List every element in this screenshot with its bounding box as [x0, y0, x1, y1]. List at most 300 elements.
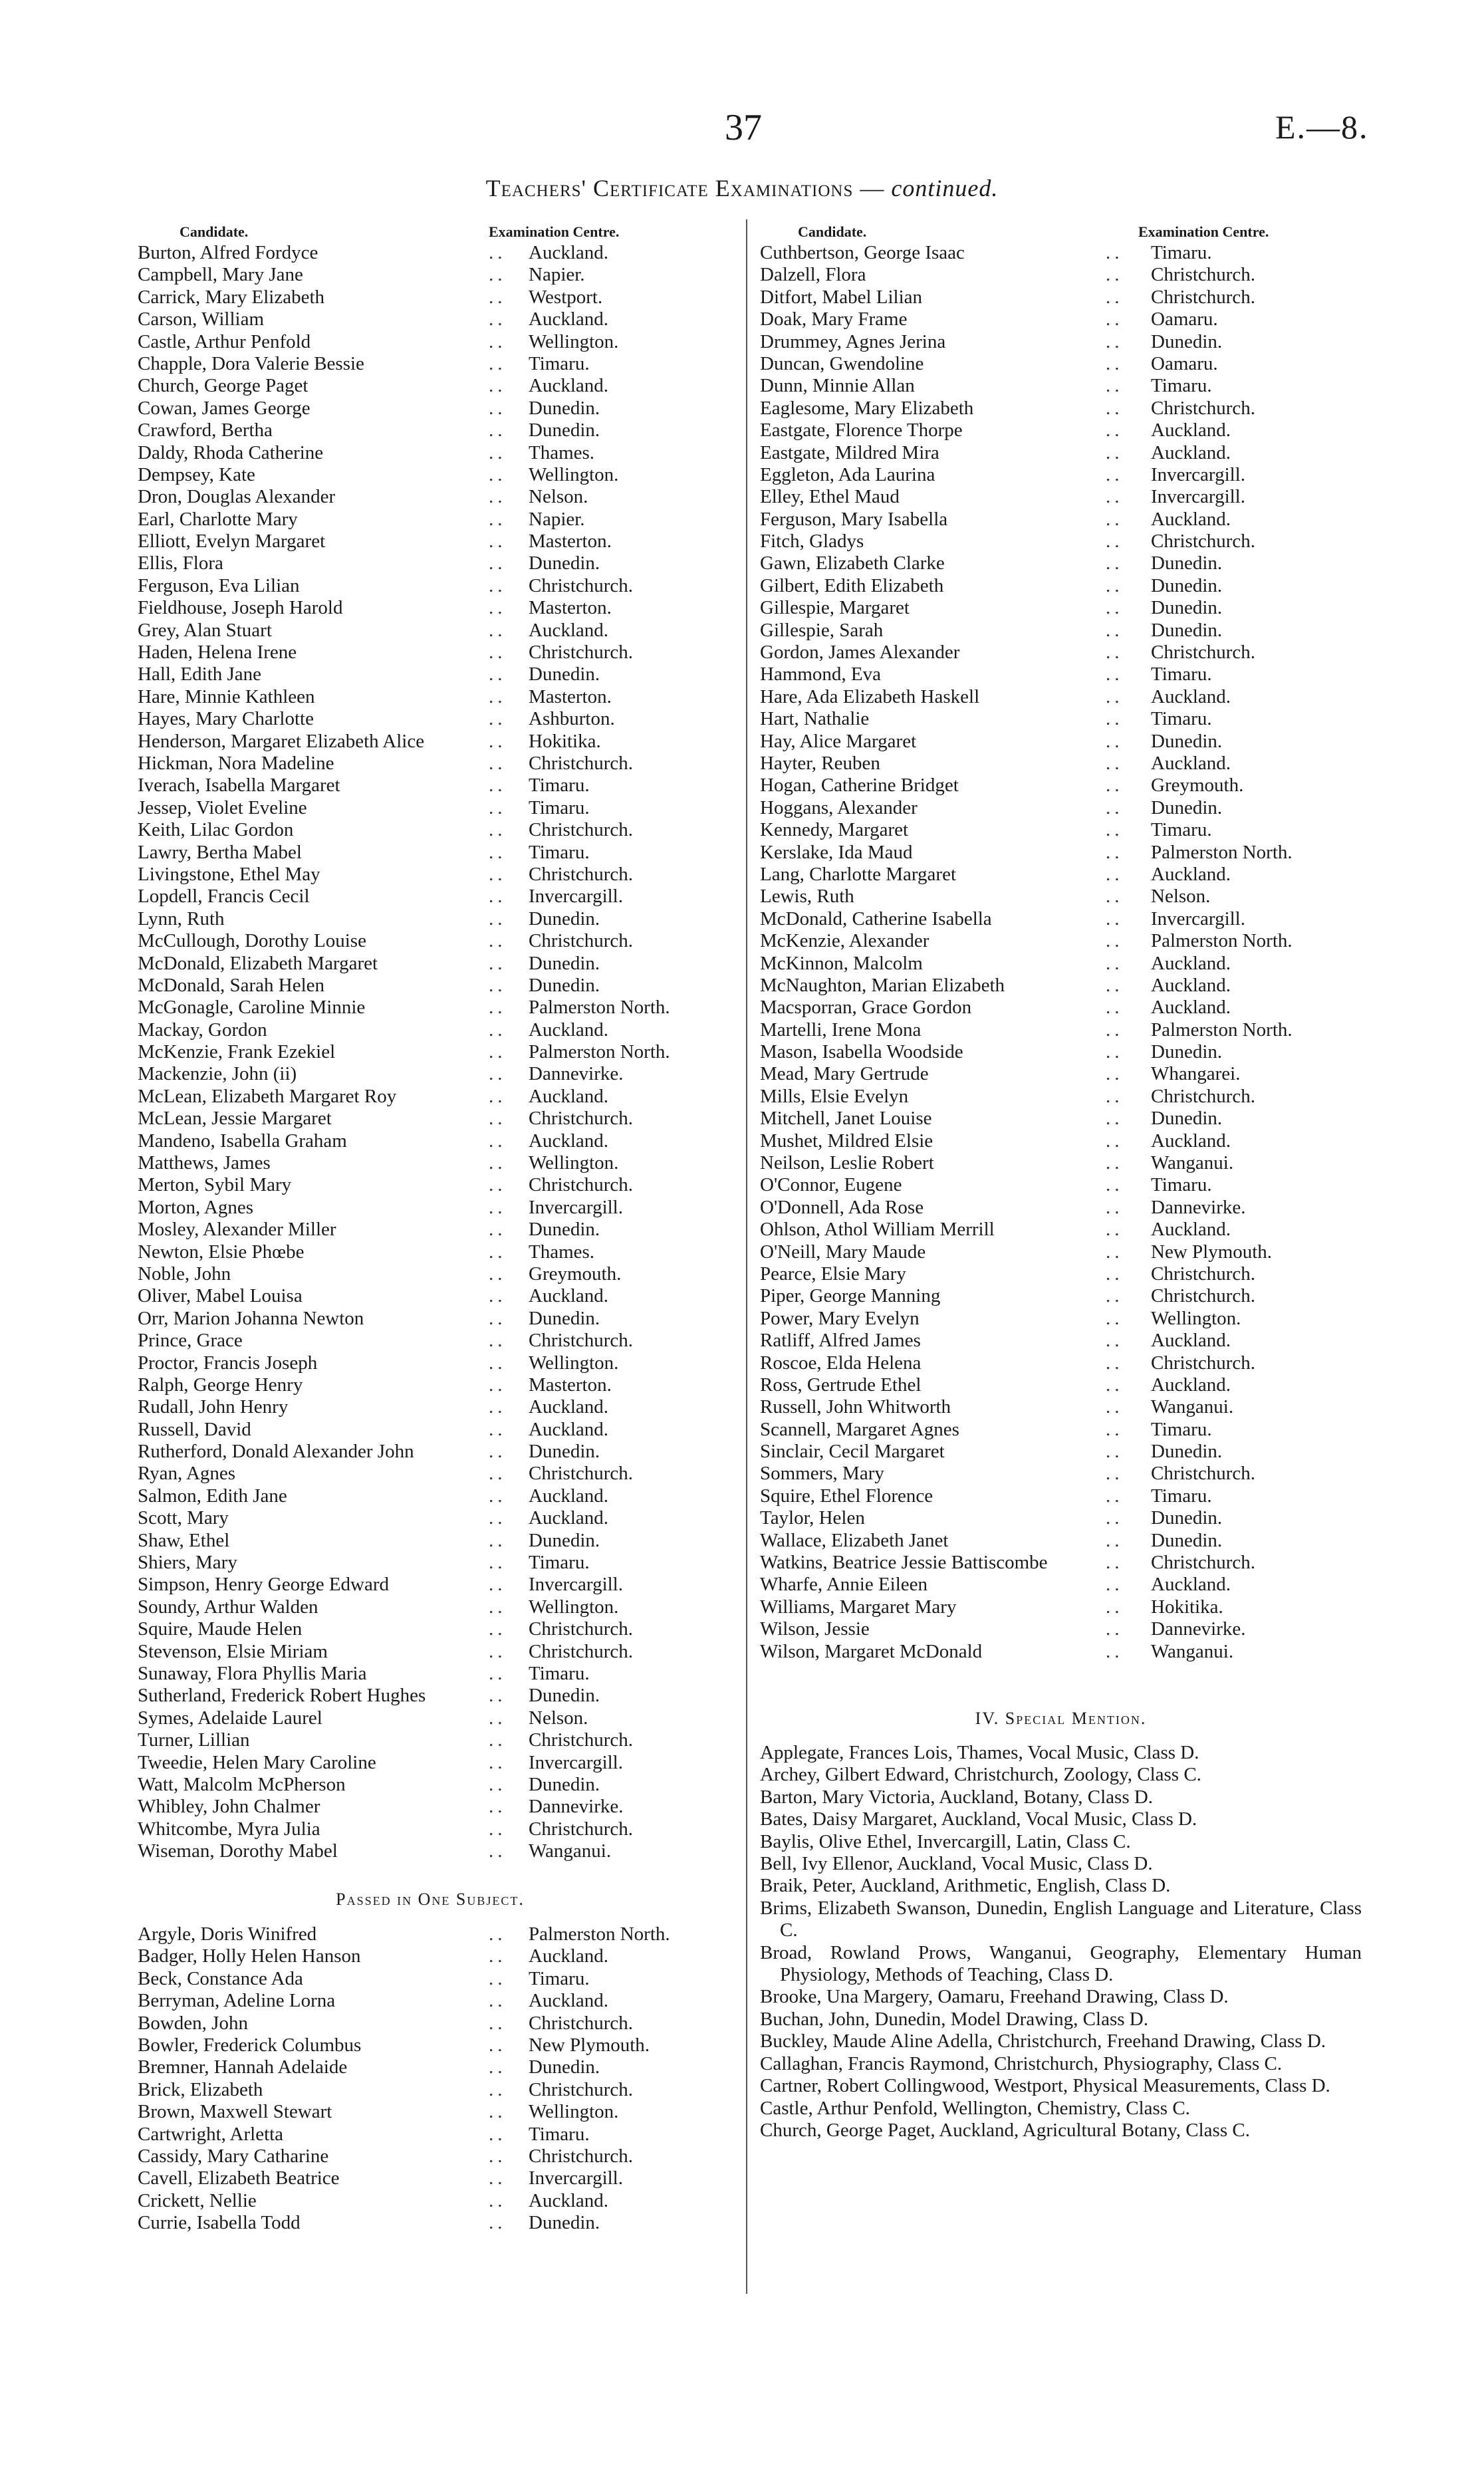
candidate-name: Mason, Isabella Woodside: [760, 1041, 963, 1063]
examination-centre: Christchurch.: [1151, 1352, 1256, 1374]
leader-dots: ..: [1106, 375, 1124, 397]
leader-dots: ..: [1106, 441, 1124, 463]
candidate-name: Scott, Mary: [138, 1507, 229, 1529]
candidate-name: Morton, Agnes: [138, 1196, 253, 1218]
candidate-row: [138, 531, 723, 553]
examination-centre: Timaru.: [529, 1663, 590, 1684]
candidate-name: Simpson, Henry George Edward: [138, 1574, 390, 1596]
examination-centre: Wanganui.: [1151, 1640, 1234, 1662]
candidate-name: Wilson, Jessie: [760, 1618, 870, 1640]
candidate-row: [138, 308, 723, 330]
leader-dots: ..: [489, 2123, 507, 2145]
examination-centre: Timaru.: [1151, 1418, 1212, 1440]
examination-centre: Thames.: [529, 1241, 595, 1263]
leader-dots: ..: [1106, 553, 1124, 574]
examination-centre: Timaru.: [529, 797, 590, 818]
candidate-row: [138, 1685, 723, 1707]
candidate-row: [138, 2079, 723, 2101]
candidate-name: Tweedie, Helen Mary Caroline: [138, 1751, 376, 1773]
candidate-row: [760, 242, 1358, 264]
leader-dots: ..: [489, 1396, 507, 1418]
candidate-row: [138, 442, 723, 464]
candidate-row: [138, 575, 723, 597]
examination-centre: Auckland.: [1151, 997, 1231, 1019]
leader-dots: ..: [1106, 952, 1124, 974]
candidate-name: Proctor, Francis Joseph: [138, 1352, 318, 1374]
examination-centre: Dunedin.: [529, 952, 600, 974]
candidate-row: [760, 1019, 1358, 1041]
examination-centre: Masterton.: [529, 597, 612, 619]
candidate-row: [138, 1641, 723, 1663]
candidate-row: [138, 664, 723, 685]
leader-dots: ..: [489, 574, 507, 596]
special-mention-entry: Baylis, Olive Ethel, Invercargill, Latin, Class C.: [760, 1830, 1131, 1852]
candidate-row: [138, 2056, 723, 2078]
candidate-row: [138, 842, 723, 864]
leader-dots: ..: [1106, 531, 1124, 553]
leader-dots: ..: [489, 463, 507, 485]
leader-dots: ..: [1106, 1019, 1124, 1041]
candidate-name: Bowden, John: [138, 2012, 248, 2034]
candidate-name: Keith, Lilac Gordon: [138, 819, 294, 841]
candidate-row: [760, 620, 1358, 642]
examination-centre: New Plymouth.: [1151, 1241, 1273, 1263]
leader-dots: ..: [489, 1967, 507, 1989]
leader-dots: ..: [489, 1041, 507, 1063]
special-mention-entry: Bell, Ivy Ellenor, Auckland, Vocal Music, Class D.: [760, 1853, 1153, 1875]
candidate-row: [138, 2034, 723, 2056]
candidate-name: Scannell, Margaret Agnes: [760, 1418, 959, 1440]
candidate-row: [138, 1774, 723, 1796]
examination-centre: Dunedin.: [1151, 574, 1223, 596]
candidate-name: Fieldhouse, Joseph Harold: [138, 597, 343, 619]
examination-centre: Oamaru.: [1151, 352, 1218, 374]
examination-centre: Dannevirke.: [1151, 1618, 1246, 1640]
candidate-name: O'Donnell, Ada Rose: [760, 1196, 924, 1218]
candidate-name: Mushet, Mildred Elsie: [760, 1130, 933, 1152]
leader-dots: ..: [489, 1840, 507, 1862]
candidate-name: Wiseman, Dorothy Mabel: [138, 1840, 338, 1862]
candidate-name: Hoggans, Alexander: [760, 797, 918, 818]
candidate-row: [138, 620, 723, 642]
candidate-row: [138, 1507, 723, 1529]
examination-centre: Wellington.: [529, 2101, 619, 2123]
special-mention-entry: Broad, Rowland Prows, Wanganui, Geography, Elementary Human Physiology, Methods of Teaching, Class D.: [760, 1941, 1362, 1986]
candidate-row: [138, 1285, 723, 1307]
candidate-name: Russell, John Whitworth: [760, 1396, 951, 1418]
examination-centre: Auckland.: [529, 308, 608, 330]
candidate-name: Russell, David: [138, 1418, 251, 1440]
candidate-name: Wilson, Margaret McDonald: [760, 1640, 983, 1662]
candidate-name: Sutherland, Frederick Robert Hughes: [138, 1685, 426, 1707]
candidate-row: [138, 1990, 723, 2012]
candidate-row: [138, 1041, 723, 1063]
candidate-name: Shiers, Mary: [138, 1552, 237, 1574]
candidate-row: [760, 930, 1358, 952]
examination-centre: Christchurch.: [529, 1463, 634, 1485]
candidate-name: Rudall, John Henry: [138, 1396, 289, 1418]
leader-dots: ..: [489, 642, 507, 664]
left-header-centre: Examination Centre.: [489, 223, 620, 240]
candidate-row: [138, 2167, 723, 2189]
special-mention-entry: Barton, Mary Victoria, Auckland, Botany, Class D.: [760, 1786, 1154, 1808]
candidate-row: [138, 1152, 723, 1174]
leader-dots: ..: [489, 1219, 507, 1241]
candidate-name: Elley, Ethel Maud: [760, 486, 900, 508]
examination-centre: Dunedin.: [529, 553, 600, 574]
candidate-name: Williams, Margaret Mary: [760, 1596, 957, 1618]
candidate-name: Rutherford, Donald Alexander John: [138, 1441, 414, 1463]
leader-dots: ..: [489, 1945, 507, 1967]
examination-centre: Christchurch.: [529, 1729, 634, 1751]
candidate-row: [760, 264, 1358, 286]
candidate-name: Gordon, James Alexander: [760, 642, 960, 664]
candidate-row: [760, 553, 1358, 574]
candidate-row: [760, 531, 1358, 553]
candidate-name: Dempsey, Kate: [138, 463, 255, 485]
candidate-row: [138, 1663, 723, 1685]
special-mention-entry: Brims, Elizabeth Swanson, Dunedin, English Language and Literature, Class C.: [760, 1897, 1362, 1941]
candidate-name: Shaw, Ethel: [138, 1529, 230, 1551]
examination-centre: Thames.: [529, 441, 595, 463]
examination-centre: Christchurch.: [529, 819, 634, 841]
leader-dots: ..: [1106, 330, 1124, 352]
candidate-name: Hare, Minnie Kathleen: [138, 685, 315, 707]
candidate-name: Mitchell, Janet Louise: [760, 1108, 932, 1130]
special-mention-entry: Buckley, Maude Aline Adella, Christchurch, Freehand Drawing, Class D.: [760, 2031, 1326, 2052]
special-mention-entry: Braik, Peter, Auckland, Arithmetic, English, Class D.: [760, 1875, 1171, 1897]
examination-centre: Christchurch.: [1151, 264, 1256, 286]
candidate-row: [760, 1174, 1358, 1196]
candidate-row: [138, 1174, 723, 1196]
leader-dots: ..: [489, 2056, 507, 2078]
leader-dots: ..: [489, 508, 507, 530]
leader-dots: ..: [489, 1818, 507, 1840]
candidate-row: [138, 1241, 723, 1263]
candidate-name: McLean, Jessie Margaret: [138, 1108, 332, 1130]
candidate-name: Hall, Edith Jane: [138, 664, 262, 685]
leader-dots: ..: [1106, 841, 1124, 863]
candidate-row: [138, 375, 723, 397]
examination-centre: Nelson.: [1151, 886, 1211, 908]
candidate-row: [138, 708, 723, 730]
candidate-name: Piper, George Manning: [760, 1285, 941, 1307]
leader-dots: ..: [489, 930, 507, 952]
examination-centre: Christchurch.: [529, 1618, 634, 1640]
examination-centre: Invercargill.: [529, 1574, 623, 1596]
candidate-name: Drummey, Agnes Jerina: [760, 330, 946, 352]
examination-centre: New Plymouth.: [529, 2034, 650, 2056]
special-mention-entry: Callaghan, Francis Raymond, Christchurch, Physiography, Class C.: [760, 2052, 1283, 2074]
candidate-name: Carrick, Mary Elizabeth: [138, 286, 325, 308]
candidate-row: [138, 1945, 723, 1967]
examination-centre: Christchurch.: [529, 2012, 634, 2034]
examination-centre: Invercargill.: [529, 886, 623, 908]
candidate-row: [760, 1596, 1358, 1618]
leader-dots: ..: [489, 286, 507, 308]
candidate-row: [760, 708, 1358, 730]
examination-centre: Christchurch.: [1151, 531, 1256, 553]
candidate-row: [138, 731, 723, 753]
candidate-row: [760, 1330, 1358, 1352]
leader-dots: ..: [489, 1796, 507, 1818]
candidate-row: [760, 686, 1358, 708]
candidate-row: [138, 1574, 723, 1596]
candidate-row: [760, 1374, 1358, 1396]
leader-dots: ..: [1106, 1552, 1124, 1574]
candidate-name: Elliott, Evelyn Margaret: [138, 531, 326, 553]
examination-centre: Auckland.: [1151, 974, 1231, 996]
candidate-name: Eastgate, Mildred Mira: [760, 441, 939, 463]
examination-centre: Christchurch.: [529, 1108, 634, 1130]
candidate-row: [760, 398, 1358, 420]
candidate-row: [138, 2212, 723, 2234]
leader-dots: ..: [1106, 1285, 1124, 1307]
examination-centre: Palmerston North.: [1151, 1019, 1293, 1041]
candidate-name: Gillespie, Margaret: [760, 597, 910, 619]
examination-centre: Dunedin.: [529, 974, 600, 996]
candidate-name: Earl, Charlotte Mary: [138, 508, 298, 530]
leader-dots: ..: [1106, 1596, 1124, 1618]
candidate-row: [138, 819, 723, 841]
leader-dots: ..: [1106, 486, 1124, 508]
examination-centre: Auckland.: [529, 1019, 608, 1041]
candidate-row: [138, 287, 723, 308]
candidate-name: Eastgate, Florence Thorpe: [760, 420, 963, 441]
leader-dots: ..: [489, 886, 507, 908]
leader-dots: ..: [489, 2078, 507, 2100]
candidate-row: [138, 1796, 723, 1818]
candidate-row: [138, 1219, 723, 1241]
leader-dots: ..: [1106, 1463, 1124, 1485]
candidate-name: Duncan, Gwendoline: [760, 352, 924, 374]
examination-centre: Dunedin.: [1151, 597, 1223, 619]
leader-dots: ..: [1106, 619, 1124, 641]
candidate-name: Ross, Gertrude Ethel: [760, 1374, 922, 1396]
leader-dots: ..: [489, 1418, 507, 1440]
candidate-row: [138, 242, 723, 264]
examination-centre: Westport.: [529, 286, 603, 308]
candidate-row: [138, 975, 723, 997]
leader-dots: ..: [489, 1152, 507, 1174]
examination-centre: Auckland.: [529, 1507, 608, 1529]
candidate-name: Ellis, Flora: [138, 553, 223, 574]
leader-dots: ..: [489, 685, 507, 707]
leader-dots: ..: [489, 2167, 507, 2189]
candidate-row: [138, 2124, 723, 2146]
leader-dots: ..: [489, 1441, 507, 1463]
examination-centre: Auckland.: [529, 1945, 608, 1967]
candidate-name: Lopdell, Francis Cecil: [138, 886, 310, 908]
candidate-row: [138, 1419, 723, 1441]
candidate-row: [760, 597, 1358, 619]
examination-centre: Invercargill.: [1151, 908, 1245, 929]
leader-dots: ..: [1106, 1441, 1124, 1463]
examination-centre: Wellington.: [529, 1596, 619, 1618]
leader-dots: ..: [489, 1707, 507, 1729]
candidate-name: Mandeno, Isabella Graham: [138, 1130, 347, 1152]
leader-dots: ..: [489, 1552, 507, 1574]
candidate-name: Symes, Adelaide Laurel: [138, 1707, 322, 1729]
leader-dots: ..: [489, 420, 507, 441]
candidate-row: [760, 953, 1358, 975]
candidate-name: Whitcombe, Myra Julia: [138, 1818, 320, 1840]
special-mention-entry: Church, George Paget, Auckland, Agricultural Botany, Class C.: [760, 2119, 1250, 2141]
candidate-name: Gillespie, Sarah: [760, 619, 884, 641]
leader-dots: ..: [489, 242, 507, 263]
leader-dots: ..: [1106, 685, 1124, 707]
candidate-name: Eaglesome, Mary Elizabeth: [760, 397, 974, 419]
leader-dots: ..: [489, 2012, 507, 2034]
examination-centre: Wanganui.: [529, 1840, 612, 1862]
examination-centre: Dunedin.: [1151, 1441, 1223, 1463]
candidate-name: Grey, Alan Stuart: [138, 619, 272, 641]
candidate-row: [760, 1285, 1358, 1307]
examination-centre: Auckland.: [1151, 685, 1231, 707]
leader-dots: ..: [489, 863, 507, 885]
leader-dots: ..: [489, 1263, 507, 1285]
leader-dots: ..: [489, 1174, 507, 1196]
leader-dots: ..: [1106, 863, 1124, 885]
examination-centre: Dunedin.: [1151, 553, 1223, 574]
candidate-row: [760, 331, 1358, 353]
leader-dots: ..: [1106, 1108, 1124, 1130]
title-text: Teachers' Certificate Examinations: [485, 175, 854, 201]
candidate-name: Ferguson, Eva Lilian: [138, 574, 300, 596]
left-header-candidate: Candidate.: [180, 223, 249, 240]
examination-centre: Christchurch.: [1151, 1463, 1256, 1485]
examination-centre: Dunedin.: [1151, 330, 1223, 352]
candidate-name: Sommers, Mary: [760, 1463, 884, 1485]
leader-dots: ..: [489, 1773, 507, 1795]
candidate-row: [138, 1197, 723, 1219]
candidate-name: Dunn, Minnie Allan: [760, 375, 915, 397]
candidate-name: Mills, Elsie Evelyn: [760, 1085, 909, 1107]
candidate-row: [760, 375, 1358, 397]
leader-dots: ..: [1106, 708, 1124, 730]
examination-centre: Greymouth.: [1151, 775, 1244, 797]
examination-centre: Dunedin.: [1151, 797, 1223, 818]
candidate-name: Dalzell, Flora: [760, 264, 866, 286]
candidate-name: McLean, Elizabeth Margaret Roy: [138, 1085, 397, 1107]
examination-centre: Christchurch.: [1151, 1263, 1256, 1285]
leader-dots: ..: [489, 1330, 507, 1352]
candidate-name: Orr, Marion Johanna Newton: [138, 1307, 364, 1329]
candidate-name: Mackenzie, John (ii): [138, 1063, 297, 1085]
candidate-name: Henderson, Margaret Elizabeth Alice: [138, 730, 425, 752]
examination-centre: Dunedin.: [529, 2212, 600, 2234]
examination-centre: Timaru.: [529, 1552, 590, 1574]
leader-dots: ..: [1106, 1330, 1124, 1352]
right-header-centre: Examination Centre.: [1138, 223, 1269, 240]
examination-centre: Dunedin.: [1151, 1041, 1223, 1063]
candidate-row: [138, 264, 723, 286]
candidate-name: Argyle, Doris Winifred: [138, 1923, 317, 1945]
candidate-name: Cowan, James George: [138, 397, 310, 419]
candidate-name: Lawry, Bertha Mabel: [138, 841, 302, 863]
candidate-row: [138, 1552, 723, 1574]
candidate-row: [138, 1618, 723, 1640]
candidate-row: [760, 1219, 1358, 1241]
leader-dots: ..: [489, 708, 507, 730]
candidate-row: [138, 1818, 723, 1840]
leader-dots: ..: [1106, 308, 1124, 330]
candidate-row: [138, 1130, 723, 1152]
leader-dots: ..: [1106, 1529, 1124, 1551]
leader-dots: ..: [489, 1485, 507, 1507]
leader-dots: ..: [489, 375, 507, 397]
candidate-name: Brick, Elizabeth: [138, 2078, 263, 2100]
examination-centre: Timaru.: [529, 775, 590, 797]
examination-centre: Christchurch.: [1151, 642, 1256, 664]
examination-centre: Napier.: [529, 508, 585, 530]
leader-dots: ..: [489, 1196, 507, 1218]
candidate-row: [760, 1485, 1358, 1507]
candidate-row: [138, 331, 723, 353]
candidate-row: [138, 1968, 723, 1990]
examination-centre: Christchurch.: [1151, 286, 1256, 308]
candidate-row: [138, 1463, 723, 1485]
examination-centre: Auckland.: [1151, 441, 1231, 463]
leader-dots: ..: [489, 730, 507, 752]
examination-centre: Wanganui.: [1151, 1152, 1234, 1174]
leader-dots: ..: [1106, 1618, 1124, 1640]
examination-centre: Dunedin.: [529, 2056, 600, 2078]
candidate-name: McNaughton, Marian Elizabeth: [760, 974, 1005, 996]
candidate-name: Wharfe, Annie Eileen: [760, 1574, 928, 1596]
candidate-row: [760, 287, 1358, 308]
candidate-name: Roscoe, Elda Helena: [760, 1352, 922, 1374]
candidate-name: Martelli, Irene Mona: [760, 1019, 922, 1041]
page-title: Teachers' Certificate Examinations — continued.: [485, 175, 999, 201]
examination-centre: Dunedin.: [529, 397, 600, 419]
leader-dots: ..: [489, 775, 507, 797]
candidate-row: [760, 1108, 1358, 1130]
candidate-name: Bremner, Hannah Adelaide: [138, 2056, 348, 2078]
examination-centre: Timaru.: [1151, 819, 1212, 841]
candidate-name: Matthews, James: [138, 1152, 271, 1174]
leader-dots: ..: [1106, 1041, 1124, 1063]
examination-centre: Timaru.: [1151, 708, 1212, 730]
candidate-row: [138, 2146, 723, 2167]
right-header-candidate: Candidate.: [798, 223, 867, 240]
leader-dots: ..: [489, 1108, 507, 1130]
candidate-row: [760, 1352, 1358, 1374]
leader-dots: ..: [489, 1307, 507, 1329]
examination-centre: Invercargill.: [1151, 463, 1245, 485]
candidate-name: Ralph, George Henry: [138, 1374, 303, 1396]
candidate-row: [760, 842, 1358, 864]
candidate-row: [138, 553, 723, 574]
candidate-row: [138, 420, 723, 441]
candidate-name: Pearce, Elsie Mary: [760, 1263, 906, 1285]
candidate-row: [138, 1707, 723, 1729]
leader-dots: ..: [1106, 752, 1124, 774]
examination-centre: Dunedin.: [1151, 730, 1223, 752]
candidate-row: [138, 1596, 723, 1618]
leader-dots: ..: [1106, 930, 1124, 952]
candidate-name: McDonald, Elizabeth Margaret: [138, 952, 378, 974]
examination-centre: Napier.: [529, 264, 585, 286]
candidate-name: Soundy, Arthur Walden: [138, 1596, 318, 1618]
candidate-name: Hogan, Catherine Bridget: [760, 775, 959, 797]
candidate-row: [138, 353, 723, 375]
examination-centre: Dunedin.: [1151, 619, 1223, 641]
examination-centre: Masterton.: [529, 1374, 612, 1396]
candidate-name: Wallace, Elizabeth Janet: [760, 1529, 949, 1551]
examination-centre: Greymouth.: [529, 1263, 622, 1285]
examination-centre: Christchurch.: [1151, 1552, 1256, 1574]
